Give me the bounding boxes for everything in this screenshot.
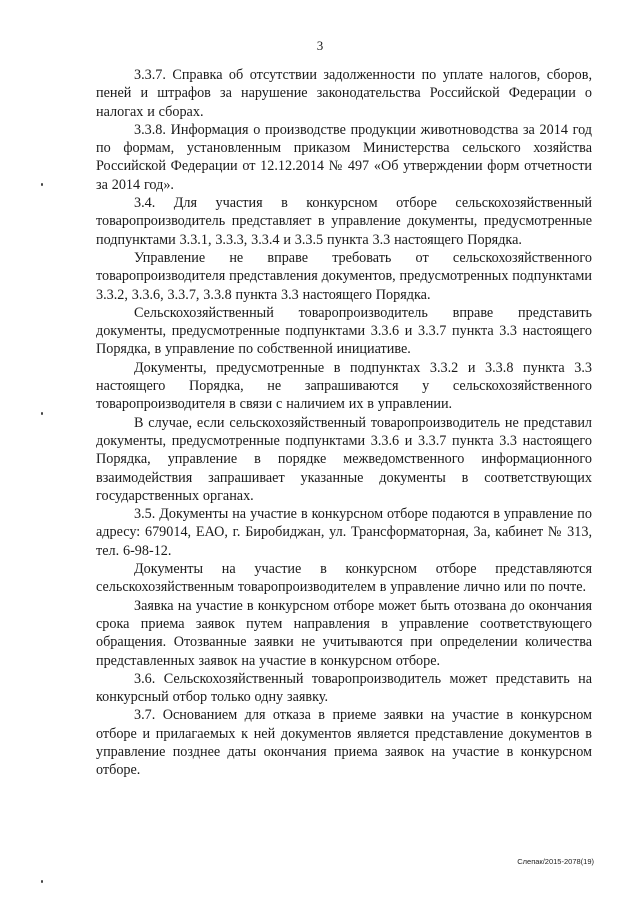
paragraph: Документы, предусмотренные в подпунктах 3.3.2 и 3.3.8 пункта 3.3 настоящего Порядка, не запрашиваются у сельскохозяйственного товаропроизводителя в связи с наличием их в управлении. — [96, 359, 592, 413]
footer-document-code: Слепак/2015-2078(19) — [517, 857, 594, 866]
scan-margin-mark — [41, 880, 43, 883]
document-body — [96, 66, 592, 780]
paragraph: 3.6. Сельскохозяйственный товаропроизводитель может представить на конкурсный отбор только одну заявку. — [96, 670, 592, 706]
scan-margin-mark — [41, 183, 43, 186]
paragraph: Управление не вправе требовать от сельскохозяйственного товаропроизводителя представления документов, предусмотренных подпунктами 3.3.2, 3.3.6, 3.3.7, 3.3.8 пункта 3.3 настоящего Порядка. — [96, 249, 592, 303]
paragraph: Документы на участие в конкурсном отборе представляются сельскохозяйственным товаропроизводителем в управление лично или по почте. — [96, 561, 592, 596]
scan-margin-mark — [41, 412, 43, 415]
paragraph: 3.4. Для участия в конкурсном отборе сельскохозяйственный товаропроизводитель представляет в управление документы, предусмотренные подпунктами 3.3.1, 3.3.3, 3.3.4 и 3.3.5 пункта 3.3 настоящего Порядка. — [96, 195, 592, 248]
paragraph: Сельскохозяйственный товаропроизводитель вправе представить документы, предусмотренные подпунктами 3.3.6 и 3.3.7 пункта 3.3 настоящего Порядка, в управление по собственной инициативе. — [96, 304, 592, 358]
paragraph: В случае, если сельскохозяйственный товаропроизводитель не представил документы, предусмотренные подпунктами 3.3.6 и 3.3.7 пункта 3.3 настоящего Порядка, управление в порядке межведомственного информационного взаимодействия запрашивает указанные документы в соответствующих государственных органах. — [96, 414, 592, 504]
paragraph: 3.3.8. Информация о производстве продукции животноводства за 2014 год по формам, установленным приказом Министерства сельского хозяйства Российской Федерации от 12.12.2014 № 497 «Об утверждении форм отчетности за 2014 год». — [96, 121, 592, 193]
paragraph: 3.5. Документы на участие в конкурсном отборе подаются в управление по адресу: 679014, ЕАО, г. Биробиджан, ул. Трансформаторная, 3а, кабинет № 313, тел. 6-98-12. — [96, 506, 592, 559]
paragraph: Заявка на участие в конкурсном отборе может быть отозвана до окончания срока приема заявок путем направления в управление соответствующего обращения. Отозванные заявки не учитываются при определении количества представленных заявок на участие в конкурсном отборе. — [96, 597, 592, 669]
paragraph: 3.7. Основанием для отказа в приеме заявки на участие в конкурсном отборе и прилагаемых к ней документов является представление документов в управление позднее даты окончания приема заявок на участие в конкурсном отборе. — [96, 707, 592, 779]
page-number: 3 — [316, 38, 324, 53]
paragraph: 3.3.7. Справка об отсутствии задолженности по уплате налогов, сборов, пеней и штрафов за нарушение законодательства Российской Федерации о налогах и сборах. — [96, 67, 592, 120]
